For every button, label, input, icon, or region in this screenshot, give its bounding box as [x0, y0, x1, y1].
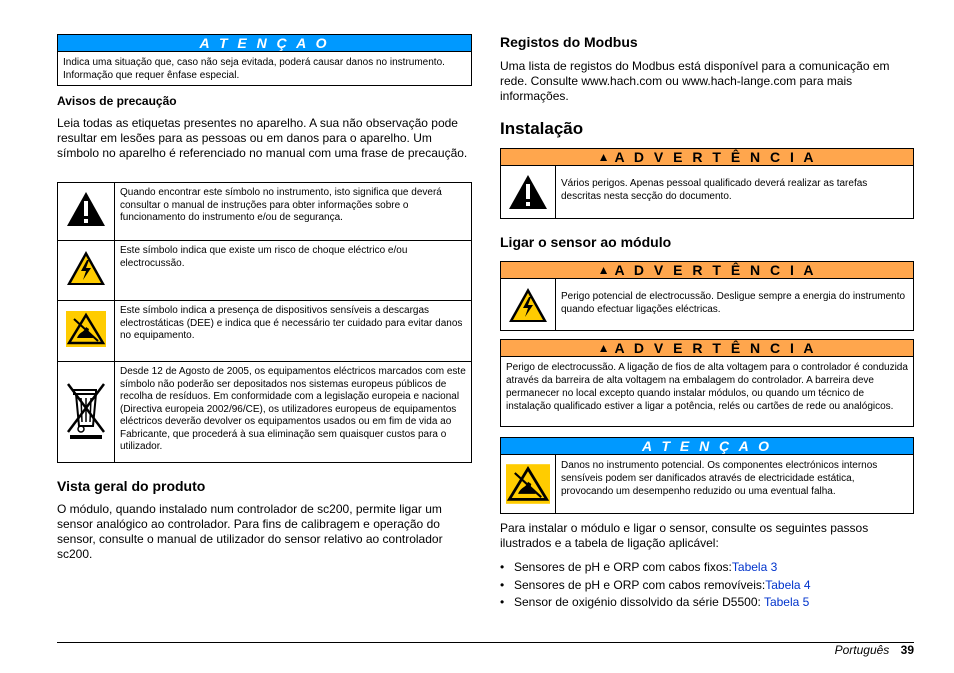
warning-box — [500, 148, 914, 219]
weee-icon — [58, 362, 115, 463]
warning-triangle-icon: ▲ — [597, 263, 610, 277]
warning-triangle-icon: ▲ — [597, 341, 610, 355]
caution-box — [57, 34, 472, 86]
footer — [835, 643, 914, 657]
warning-text: Perigo de electrocussão. A ligação de fios de alta voltagem para o controlador é conduzida através da barreira de alta voltagem na embalagem do controlador. A barreira deve permanecer no local excepto quando instalar módulos, ou quando um técnico de instalação qualificado estiver a ligar a potência, relés ou cartões de rede ou analógicos. — [500, 357, 914, 427]
symbol-row — [58, 301, 472, 362]
symbol-row — [58, 241, 472, 301]
footer-rule — [57, 642, 914, 643]
electric-shock-icon — [58, 241, 115, 301]
warning-row — [500, 279, 914, 331]
symbol-row — [58, 362, 472, 463]
list-item: • Sensor de oxigénio dissolvido da série D5500: Tabela 5 — [500, 594, 914, 612]
symbol-row — [58, 183, 472, 241]
warning-row — [500, 166, 914, 219]
list-item: • Sensores de pH e ORP com cabos removíveis:Tabela 4 — [500, 577, 914, 595]
symbol-table — [57, 182, 472, 463]
list-item: • Sensores de pH e ORP com cabos fixos:Tabela 3 — [500, 559, 914, 577]
warning-box — [500, 261, 914, 331]
warning-banner — [500, 339, 914, 357]
warning-text: Vários perigos. Apenas pessoal qualificado deverá realizar as tarefas descritas nesta secção do documento. — [561, 178, 868, 202]
warning-box — [500, 339, 914, 427]
ligar-heading: Ligar o sensor ao módulo — [500, 234, 672, 250]
warning-banner — [500, 148, 914, 166]
warning-triangle-icon: ▲ — [597, 150, 610, 164]
caution-banner: A T E N Ç A O — [500, 437, 914, 455]
modbus-text: Uma lista de registos do Modbus está disponível para a comunicação em rede. Consulte www.hach.com ou www.hach-lange.com para mais informações. — [500, 59, 890, 103]
footer-language: Português — [834, 643, 890, 657]
warning-title: A D V E R T Ê N C I A — [614, 262, 817, 278]
modbus-heading: Registos do Modbus — [500, 34, 638, 50]
caution-box — [500, 437, 914, 514]
vista-text: O módulo, quando instalado num controlador de sc200, permite ligar um sensor analógico ao controlador. Para fins de calibragem e operação do sensor, consulte o manual de utilizador do sensor relativo ao controlador sc200. — [57, 502, 443, 561]
esd-icon — [501, 455, 556, 513]
warning-banner — [500, 261, 914, 279]
bullet-list — [500, 559, 914, 612]
page-number: 39 — [900, 643, 914, 657]
warning-text: Perigo potencial de electrocussão. Desligue sempre a energia do instrumento quando efectuar ligações eléctricas. — [561, 291, 906, 315]
warning-icon — [58, 183, 115, 241]
avisos-text: Leia todas as etiquetas presentes no aparelho. A sua não observação pode resultar em lesões para as pessoas ou em danos para o aparelho. Um símbolo no aparelho é referenciado no manual com uma frase de precaução. — [57, 116, 468, 160]
vista-heading: Vista geral do produto — [57, 478, 206, 494]
warning-icon — [501, 166, 556, 218]
warning-title: A D V E R T Ê N C I A — [614, 340, 817, 356]
symbol-text: Este símbolo indica a presença de dispositivos sensíveis a descargas electrostáticas (DEE) e indica que é necessário ter cuidado para evitar danos no equipamento. — [115, 301, 472, 362]
caution-row — [500, 455, 914, 514]
symbol-text: Quando encontrar este símbolo no instrumento, isto significa que deverá consultar o manual de instruções para obter informações sobre o funcionamento do instrumento e/ou de segurança. — [115, 183, 472, 241]
avisos-heading: Avisos de precaução — [57, 94, 177, 108]
table-4-link[interactable]: Tabela 4 — [765, 577, 811, 592]
symbol-text: Desde 12 de Agosto de 2005, os equipamentos eléctricos marcados com este símbolo não poderão ser depositados nos sistemas europeus públicos de recolha de resíduos. Em conformidade com a legislação europeia e nacional (Directiva europeia 2002/96/CE), os utilizadores europeus de equipamentos eléctricos deverão devolver os equipamentos usados ou em fim de vida ao Fabricante, que procederá à sua eliminação sem quaisquer custos para o utilizador. — [115, 362, 472, 463]
caution-banner: A T E N Ç A O — [57, 34, 472, 52]
table-5-link[interactable]: Tabela 5 — [763, 595, 810, 609]
warning-title: A D V E R T Ê N C I A — [614, 149, 817, 165]
esd-icon — [58, 301, 115, 362]
caution-text: Danos no instrumento potencial. Os componentes electrónicos internos sensíveis podem ser danificados através de electricidade estática, provocando um desempenho reduzido ou uma eventual falha. — [561, 460, 878, 497]
caution-text: Indica uma situação que, caso não seja evitada, poderá causar danos no instrumento. Informação que requer ênfase especial. — [57, 52, 472, 86]
symbol-text: Este símbolo indica que existe um risco de choque eléctrico e/ou electrocussão. — [115, 241, 472, 301]
install-text: Para instalar o módulo e ligar o sensor, consulte os seguintes passos ilustrados e a tabela de ligação aplicável: — [500, 521, 869, 550]
electric-shock-icon — [501, 279, 556, 330]
instalacao-heading: Instalação — [500, 119, 584, 138]
table-3-link[interactable]: Tabela 3 — [731, 560, 778, 574]
